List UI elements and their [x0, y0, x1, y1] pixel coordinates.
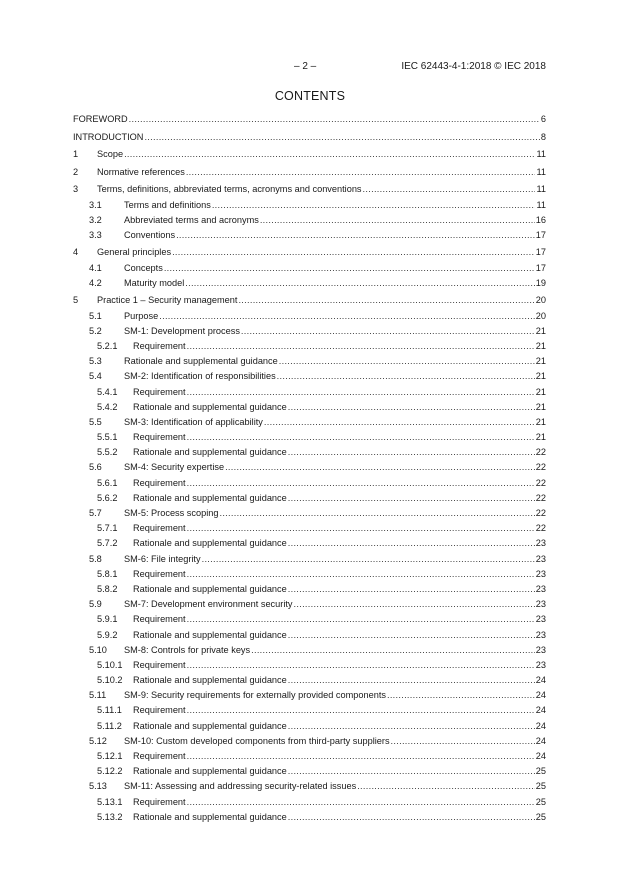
toc-entry[interactable] — [73, 245, 546, 260]
toc-entry-title: SM-11: Assessing and addressing security-related issues — [124, 781, 357, 792]
toc-entry-page: 6 — [540, 114, 546, 124]
toc-entry-number: 5.12 — [89, 735, 107, 746]
toc-entry-number: 5.13.2 — [97, 811, 123, 822]
toc-entry-title: Rationale and supplemental guidance — [133, 401, 287, 412]
toc-entry-number: 3.2 — [89, 214, 102, 225]
toc-entry[interactable] — [73, 261, 546, 276]
toc-entry-title: SM-10: Custom developed components from third-party suppliers — [124, 735, 390, 746]
toc-entry-title: SM-2: Identification of responsibilities — [124, 371, 276, 382]
toc-entry-title: General principles — [97, 247, 172, 258]
toc-entry-title: Rationale and supplemental guidance — [133, 538, 287, 549]
dot-leader — [288, 764, 535, 779]
dot-leader — [288, 719, 535, 734]
toc-entry[interactable] — [73, 228, 546, 243]
toc-entry[interactable] — [73, 339, 546, 354]
toc-entry[interactable] — [73, 795, 546, 810]
toc-entry[interactable] — [73, 276, 546, 291]
toc-entry-page: 24 — [535, 751, 546, 762]
toc-entry-page: 20 — [535, 295, 546, 306]
toc-entry-title: SM-7: Development environment security — [124, 599, 293, 610]
dot-leader — [387, 688, 535, 703]
toc-entry-title: Rationale and supplemental guidance — [133, 583, 287, 594]
toc-entry-page: 11 — [536, 149, 546, 160]
toc-entry-title: Requirement — [133, 568, 186, 579]
toc-entry-page: 25 — [535, 781, 546, 792]
toc-entry-number: 3.3 — [89, 229, 102, 240]
toc-entry[interactable] — [73, 293, 546, 308]
toc-entry-title: SM-4: Security expertise — [124, 462, 225, 473]
toc-entry-page: 17 — [535, 229, 546, 240]
toc-entry-page: 21 — [535, 340, 546, 351]
toc-entry-title: SM-9: Security requirements for externally provided components — [124, 690, 386, 701]
toc-entry-number: 4 — [73, 247, 79, 258]
toc-entry-title: Requirement — [133, 477, 186, 488]
toc-entry-number: 5.6.1 — [97, 477, 118, 488]
toc-entry-page: 11 — [536, 184, 546, 195]
toc-entry[interactable] — [73, 643, 546, 658]
toc-entry-number: 5.8.2 — [97, 583, 118, 594]
toc-entry[interactable] — [73, 749, 546, 764]
toc-entry-title: FOREWORD — [73, 114, 128, 124]
toc-entry-page: 22 — [535, 477, 546, 488]
toc-entry-page: 22 — [535, 447, 546, 458]
toc-entry-page: 24 — [535, 735, 546, 746]
toc-entry-number: 5.9.2 — [97, 629, 118, 640]
toc-entry[interactable] — [73, 719, 546, 734]
dot-leader — [202, 552, 535, 567]
toc-entry[interactable] — [73, 521, 546, 536]
dot-leader — [251, 643, 535, 658]
page-number: – 2 – — [294, 61, 317, 72]
toc-entry-title: Requirement — [133, 386, 186, 397]
toc-entry-number: 5.7.2 — [97, 538, 118, 549]
toc-entry-title: Requirement — [133, 796, 186, 807]
toc-entry-number: 5.10 — [89, 644, 107, 655]
toc-entry-title: Terms, definitions, abbreviated terms, acronyms and conventions — [97, 184, 362, 195]
toc-entry[interactable] — [73, 445, 546, 460]
dot-leader — [391, 734, 535, 749]
toc-entry-title: Requirement — [133, 523, 186, 534]
toc-entry-number: 5.6.2 — [97, 492, 118, 503]
toc-entry-title: Concepts — [124, 262, 163, 273]
toc-entry-page: 8 — [540, 131, 546, 142]
toc-entry-page: 21 — [535, 432, 546, 443]
toc-entry[interactable] — [73, 688, 546, 703]
toc-entry-page: 23 — [535, 629, 546, 640]
toc-entry-number: 3 — [73, 184, 79, 195]
standard-designation: IEC 62443-4-1:2018 © IEC 2018 — [401, 61, 546, 72]
toc-entry[interactable] — [73, 628, 546, 643]
toc-entry-number: 5.7 — [89, 508, 102, 519]
dot-leader — [187, 749, 535, 764]
dot-leader — [288, 445, 535, 460]
toc-entry[interactable] — [73, 354, 546, 369]
dot-leader — [288, 582, 535, 597]
toc-entry-number: 1 — [73, 149, 79, 160]
toc-entry[interactable] — [73, 213, 546, 228]
toc-entry-number: 4.2 — [89, 277, 102, 288]
toc-entry-title: Requirement — [133, 659, 186, 670]
toc-entry[interactable] — [73, 400, 546, 415]
dot-leader — [225, 460, 535, 475]
toc-entry-number: 5.4.1 — [97, 386, 118, 397]
dot-leader — [164, 261, 535, 276]
toc-entry-number: 5.12.2 — [97, 766, 123, 777]
dot-leader — [288, 536, 535, 551]
toc-entry-number: 5.5.2 — [97, 447, 118, 458]
toc-entry-number: 5.5 — [89, 416, 102, 427]
dot-leader — [124, 147, 535, 162]
toc-entry[interactable] — [73, 491, 546, 506]
toc-entry-number: 5.7.1 — [97, 523, 118, 534]
toc-entry-number: 5.9.1 — [97, 614, 118, 625]
dot-leader — [187, 703, 535, 718]
toc-entry-title: Practice 1 – Security management — [97, 295, 238, 306]
toc-entry-number: 5.2 — [89, 325, 102, 336]
toc-entry-title: SM-6: File integrity — [124, 553, 201, 564]
toc-entry-title: Requirement — [133, 432, 186, 443]
toc-entry-page: 24 — [535, 675, 546, 686]
toc-entry-page: 21 — [535, 325, 546, 336]
toc-entry-title: Requirement — [133, 614, 186, 625]
toc-entry[interactable] — [73, 536, 546, 551]
toc-entry[interactable] — [73, 597, 546, 612]
dot-leader — [219, 506, 534, 521]
toc-entry-number: 5.13.1 — [97, 796, 123, 807]
toc-entry-page: 22 — [535, 462, 546, 473]
dot-leader — [277, 369, 535, 384]
toc-entry[interactable] — [73, 130, 546, 145]
toc-entry-number: 5.5.1 — [97, 432, 118, 443]
toc-entry-page: 23 — [535, 614, 546, 625]
toc-entry-page: 21 — [535, 371, 546, 382]
dot-leader — [238, 293, 534, 308]
dot-leader — [185, 276, 535, 291]
dot-leader — [212, 198, 536, 213]
toc-entry-number: 5.3 — [89, 356, 102, 367]
toc-entry[interactable] — [73, 658, 546, 673]
toc-entry-title: SM-5: Process scoping — [124, 508, 219, 519]
dot-leader — [363, 182, 536, 197]
toc-entry-number: 5.8.1 — [97, 568, 118, 579]
dot-leader — [187, 385, 535, 400]
toc-entry[interactable] — [73, 779, 546, 794]
toc-entry-page: 25 — [535, 796, 546, 807]
toc-entry-number: 5.13 — [89, 781, 107, 792]
toc-entry-page: 11 — [536, 199, 546, 210]
toc-entry-title: Requirement — [133, 751, 186, 762]
dot-leader — [159, 309, 535, 324]
toc-entry-page: 21 — [535, 416, 546, 427]
dot-leader — [187, 476, 535, 491]
toc-entry-page: 23 — [535, 659, 546, 670]
dot-leader — [187, 658, 535, 673]
toc-entry[interactable] — [73, 324, 546, 339]
toc-entry[interactable] — [73, 182, 546, 197]
toc-entry-number: 5.11.2 — [97, 720, 122, 731]
toc-entry-title: Rationale and supplemental guidance — [133, 675, 287, 686]
toc-entry-page: 22 — [535, 508, 546, 519]
toc-entry-page: 17 — [535, 247, 546, 258]
toc-entry-page: 24 — [535, 705, 546, 716]
toc-entry-page: 23 — [535, 644, 546, 655]
toc-entry-page: 23 — [535, 583, 546, 594]
toc-entry-title: Purpose — [124, 310, 159, 321]
table-of-contents — [73, 112, 546, 825]
toc-entry-title: Rationale and supplemental guidance — [133, 811, 287, 822]
toc-entry-page: 21 — [535, 356, 546, 367]
toc-entry-page: 11 — [536, 166, 546, 177]
toc-entry-page: 24 — [535, 720, 546, 731]
toc-entry[interactable] — [73, 703, 546, 718]
dot-leader — [288, 673, 535, 688]
toc-entry-number: 5.11.1 — [97, 705, 122, 716]
toc-entry-page: 23 — [535, 568, 546, 579]
toc-entry[interactable] — [73, 430, 546, 445]
toc-entry-number: 5.1 — [89, 310, 102, 321]
toc-entry-title: Requirement — [133, 705, 186, 716]
dot-leader — [260, 213, 535, 228]
dot-leader — [288, 400, 535, 415]
toc-entry-page: 25 — [535, 766, 546, 777]
toc-entry[interactable] — [73, 552, 546, 567]
dot-leader — [294, 597, 535, 612]
toc-entry-page: 22 — [535, 523, 546, 534]
toc-entry-number: 5.11 — [89, 690, 107, 701]
toc-entry[interactable] — [73, 165, 546, 180]
toc-entry[interactable] — [73, 198, 546, 213]
dot-leader — [357, 779, 535, 794]
dot-leader — [186, 165, 536, 180]
dot-leader — [144, 130, 539, 145]
toc-entry[interactable] — [73, 764, 546, 779]
toc-entry-page: 20 — [535, 310, 546, 321]
toc-entry-page: 17 — [535, 262, 546, 273]
toc-entry-page: 24 — [535, 690, 546, 701]
toc-entry-title: Abbreviated terms and acronyms — [124, 214, 259, 225]
toc-entry-page: 23 — [535, 538, 546, 549]
toc-entry-number: 5.12.1 — [97, 751, 123, 762]
toc-entry-page: 23 — [535, 599, 546, 610]
toc-entry-title: SM-1: Development process — [124, 325, 240, 336]
toc-entry[interactable] — [73, 506, 546, 521]
dot-leader — [187, 521, 535, 536]
toc-entry-page: 16 — [535, 214, 546, 225]
toc-entry[interactable] — [73, 476, 546, 491]
dot-leader — [288, 491, 535, 506]
toc-entry-number: 5 — [73, 295, 79, 306]
toc-entry-number: 5.8 — [89, 553, 102, 564]
toc-entry-title: Rationale and supplemental guidance — [133, 720, 287, 731]
dot-leader — [241, 324, 535, 339]
toc-entry[interactable] — [73, 112, 546, 127]
dot-leader — [187, 612, 535, 627]
toc-entry-title: Maturity model — [124, 277, 185, 288]
toc-entry-number: 5.4.2 — [97, 401, 118, 412]
dot-leader — [187, 567, 535, 582]
toc-entry[interactable] — [73, 385, 546, 400]
toc-entry-title: Terms and definitions — [124, 199, 211, 210]
toc-entry[interactable] — [73, 810, 546, 825]
toc-entry[interactable] — [73, 369, 546, 384]
toc-entry[interactable] — [73, 582, 546, 597]
toc-entry-number: 5.4 — [89, 371, 102, 382]
dot-leader — [279, 354, 535, 369]
toc-entry-number: 3.1 — [89, 199, 102, 210]
toc-entry-title: INTRODUCTION — [73, 131, 144, 142]
toc-entry[interactable] — [73, 734, 546, 749]
toc-entry-title: Rationale and supplemental guidance — [124, 356, 278, 367]
page-header — [0, 61, 620, 75]
toc-entry-title: Requirement — [133, 340, 186, 351]
dot-leader — [288, 628, 535, 643]
toc-entry-title: Rationale and supplemental guidance — [133, 766, 287, 777]
toc-entry[interactable] — [73, 567, 546, 582]
toc-entry-number: 5.6 — [89, 462, 102, 473]
dot-leader — [176, 228, 535, 243]
dot-leader — [187, 795, 535, 810]
toc-entry-title: SM-3: Identification of applicability — [124, 416, 263, 427]
toc-entry-title: SM-8: Controls for private keys — [124, 644, 251, 655]
toc-entry-title: Rationale and supplemental guidance — [133, 447, 287, 458]
toc-entry-number: 5.10.1 — [97, 659, 123, 670]
toc-entry-page: 22 — [535, 492, 546, 503]
toc-entry-number: 2 — [73, 166, 79, 177]
toc-entry[interactable] — [73, 415, 546, 430]
toc-entry-page: 19 — [535, 277, 546, 288]
toc-entry-title: Rationale and supplemental guidance — [133, 492, 287, 503]
toc-entry-number: 4.1 — [89, 262, 102, 273]
dot-leader — [264, 415, 535, 430]
toc-entry-title: Rationale and supplemental guidance — [133, 629, 287, 640]
toc-entry[interactable] — [73, 147, 546, 162]
dot-leader — [187, 430, 535, 445]
toc-entry-number: 5.9 — [89, 599, 102, 610]
dot-leader — [172, 245, 535, 260]
toc-entry-title: Scope — [97, 149, 124, 160]
page-title: CONTENTS — [274, 89, 346, 103]
toc-entry-title: Normative references — [97, 166, 185, 177]
toc-entry-page: 21 — [535, 401, 546, 412]
dot-leader — [129, 112, 540, 127]
toc-entry-number: 5.2.1 — [97, 340, 118, 351]
toc-entry-page: 21 — [535, 386, 546, 397]
toc-entry[interactable] — [73, 309, 546, 324]
toc-entry-page: 25 — [535, 811, 546, 822]
toc-entry-title: Conventions — [124, 229, 176, 240]
toc-entry[interactable] — [73, 612, 546, 627]
toc-entry-number: 5.10.2 — [97, 675, 123, 686]
dot-leader — [288, 810, 535, 825]
toc-entry[interactable] — [73, 460, 546, 475]
toc-entry[interactable] — [73, 673, 546, 688]
toc-entry-page: 23 — [535, 553, 546, 564]
dot-leader — [187, 339, 535, 354]
